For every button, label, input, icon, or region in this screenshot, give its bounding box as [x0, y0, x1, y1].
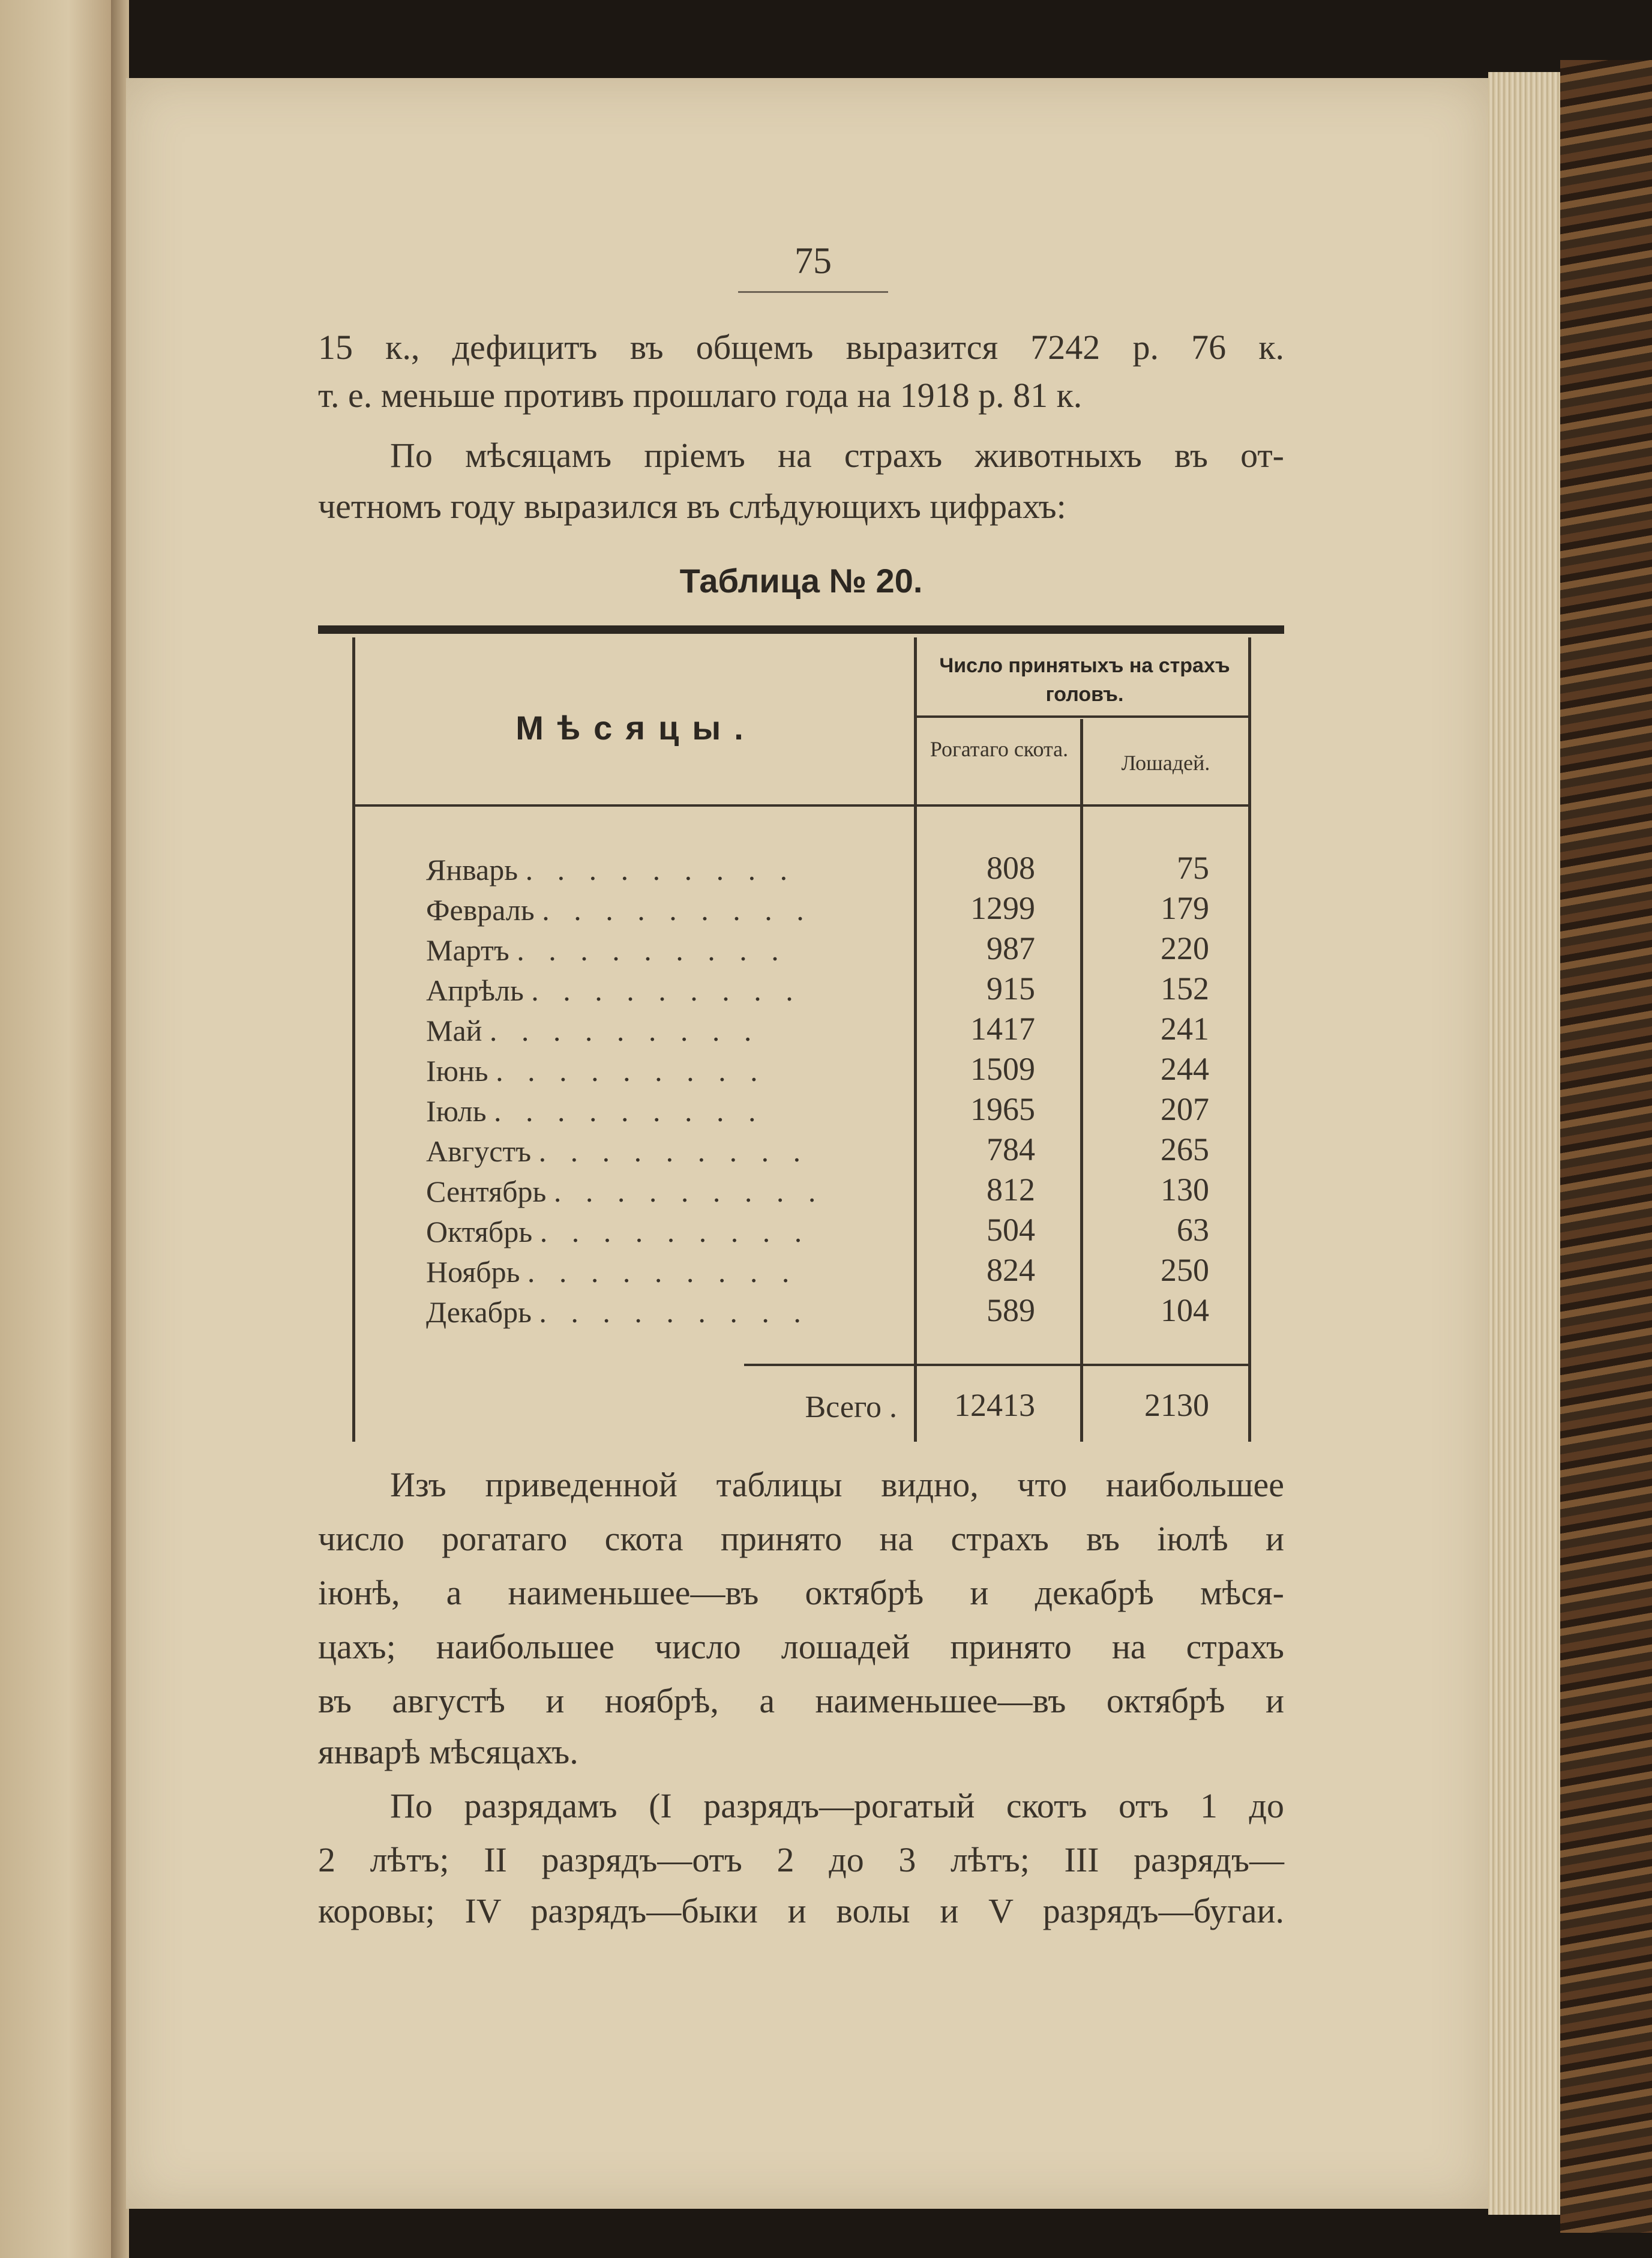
horses-value: 250: [1161, 1252, 1209, 1288]
leader-dots: . . . . . . . . .: [539, 1295, 809, 1329]
page-edges: [1488, 72, 1560, 2215]
horses-value: 220: [1161, 930, 1209, 966]
book-cover: [1560, 60, 1652, 2233]
leader-dots: . . . . . . . . .: [531, 974, 802, 1007]
table-row: [426, 893, 906, 927]
cattle-value: 784: [987, 1131, 1035, 1167]
table-row: [426, 1094, 906, 1128]
cattle-value: 1417: [970, 1011, 1035, 1047]
leader-dots: . . . . . . . . .: [538, 1134, 809, 1168]
table-row: [426, 1254, 906, 1289]
table-row: [426, 973, 906, 1008]
leader-dots: . . . . . . . . .: [539, 1215, 811, 1248]
month-name: Декабрь: [426, 1295, 532, 1329]
column-header-cattle: Рогатаго скота.: [930, 737, 1069, 761]
horses-value: 207: [1161, 1091, 1209, 1127]
text-line: четномъ году выразился въ слѣдующихъ цифрахъ:: [318, 487, 1066, 526]
table-divider: [1080, 719, 1083, 1442]
leader-dots: . . . . . . . . .: [517, 933, 787, 967]
table-divider: [914, 637, 917, 1442]
month-name: Октябрь: [426, 1215, 533, 1248]
page-number-rule: [738, 291, 888, 293]
total-label: Всего .: [805, 1390, 897, 1424]
table-row: [426, 1295, 906, 1329]
month-name: Іюнь: [426, 1054, 488, 1088]
page-number: 75: [794, 241, 832, 281]
leader-dots: . . . . . . . . .: [553, 1175, 824, 1208]
table-row: [426, 852, 906, 887]
column-header-group: Число принятыхъ на страхъ головъ.: [939, 654, 1230, 706]
text-line: въ августѣ и ноябрѣ, а наименьшее—въ октябрѣ и: [318, 1681, 1284, 1720]
cattle-value: 504: [987, 1212, 1035, 1248]
column-header-horses: Лошадей.: [1121, 751, 1210, 775]
horses-value: 265: [1161, 1131, 1209, 1167]
month-name: Мартъ: [426, 933, 509, 967]
leader-dots: . . . . . . . . .: [496, 1054, 766, 1088]
text-line: По мѣсяцамъ пріемъ на страхъ животныхъ въ от-: [390, 436, 1284, 475]
table-row: [426, 1214, 906, 1249]
left-page-edge: [0, 0, 114, 2258]
month-name: Ноябрь: [426, 1255, 520, 1289]
text-line: По разрядамъ (I разрядъ—рогатый скотъ отъ 1 до: [390, 1786, 1284, 1825]
cattle-value: 589: [987, 1292, 1035, 1328]
cattle-value: 812: [987, 1172, 1035, 1208]
column-header-months: Мѣсяцы.: [515, 709, 757, 747]
total-rule: [744, 1364, 1248, 1366]
table-top-rule: [318, 625, 1284, 634]
month-name: Августъ: [426, 1134, 532, 1168]
horses-value: 179: [1161, 890, 1209, 926]
month-name: Сентябрь: [426, 1175, 547, 1208]
text-line: 15 к., дефицитъ въ общемъ выразится 7242 р. 76 к.: [318, 328, 1284, 367]
table-left-border: [352, 637, 355, 1442]
table-row: [426, 933, 906, 968]
cattle-value: 1299: [970, 890, 1035, 926]
cattle-value: 808: [987, 850, 1035, 886]
horses-value: 152: [1161, 971, 1209, 1007]
horses-value: 63: [1177, 1212, 1209, 1248]
text-line: Изъ приведенной таблицы видно, что наибольшее: [390, 1465, 1284, 1504]
leader-dots: . . . . . . . . .: [527, 1255, 798, 1289]
table-title: Таблица № 20.: [679, 562, 923, 600]
month-name: Май: [426, 1014, 482, 1047]
leader-dots: . . . . . . . . .: [525, 853, 796, 887]
month-name: Январь: [426, 853, 518, 887]
total-cattle: 12413: [954, 1387, 1035, 1423]
text-line: 2 лѣтъ; II разрядъ—отъ 2 до 3 лѣтъ; III разрядъ—: [318, 1840, 1284, 1879]
month-name: Іюль: [426, 1094, 487, 1128]
horses-value: 75: [1177, 850, 1209, 886]
leader-dots: . . . . . . . . .: [494, 1094, 764, 1128]
table-right-border: [1248, 637, 1251, 1442]
cattle-value: 987: [987, 930, 1035, 966]
table-row: [426, 1174, 906, 1209]
header-bottom-rule: [355, 804, 1249, 807]
horses-value: 130: [1161, 1172, 1209, 1208]
text-line: число рогатаго скота принято на страхъ въ іюлѣ и: [318, 1519, 1284, 1558]
header-rule: [916, 715, 1249, 718]
table-row: [426, 1134, 906, 1169]
text-line: іюнѣ, а наименьшее—въ октябрѣ и декабрѣ мѣся-: [318, 1573, 1284, 1612]
horses-value: 104: [1161, 1292, 1209, 1328]
total-horses: 2130: [1144, 1387, 1209, 1423]
horses-value: 244: [1161, 1051, 1209, 1087]
table-row: [426, 1053, 906, 1088]
text-line: т. е. меньше противъ прошлаго года на 1918 р. 81 к.: [318, 376, 1083, 415]
horses-value: 241: [1161, 1011, 1209, 1047]
month-name: Апрѣль: [426, 974, 524, 1007]
leader-dots: . . . . . . . . .: [489, 1014, 760, 1047]
leader-dots: . . . . . . . . .: [542, 893, 812, 927]
month-name: Февраль: [426, 893, 535, 927]
table-row: [426, 1013, 906, 1048]
cattle-value: 915: [987, 971, 1035, 1007]
cattle-value: 1509: [970, 1051, 1035, 1087]
cattle-value: 1965: [970, 1091, 1035, 1127]
text-line: коровы; IV разрядъ—быки и волы и V разрядъ—бугаи.: [318, 1891, 1284, 1930]
text-line: январѣ мѣсяцахъ.: [318, 1732, 578, 1771]
cattle-value: 824: [987, 1252, 1035, 1288]
text-line: цахъ; наибольшее число лошадей принято на страхъ: [318, 1627, 1284, 1666]
